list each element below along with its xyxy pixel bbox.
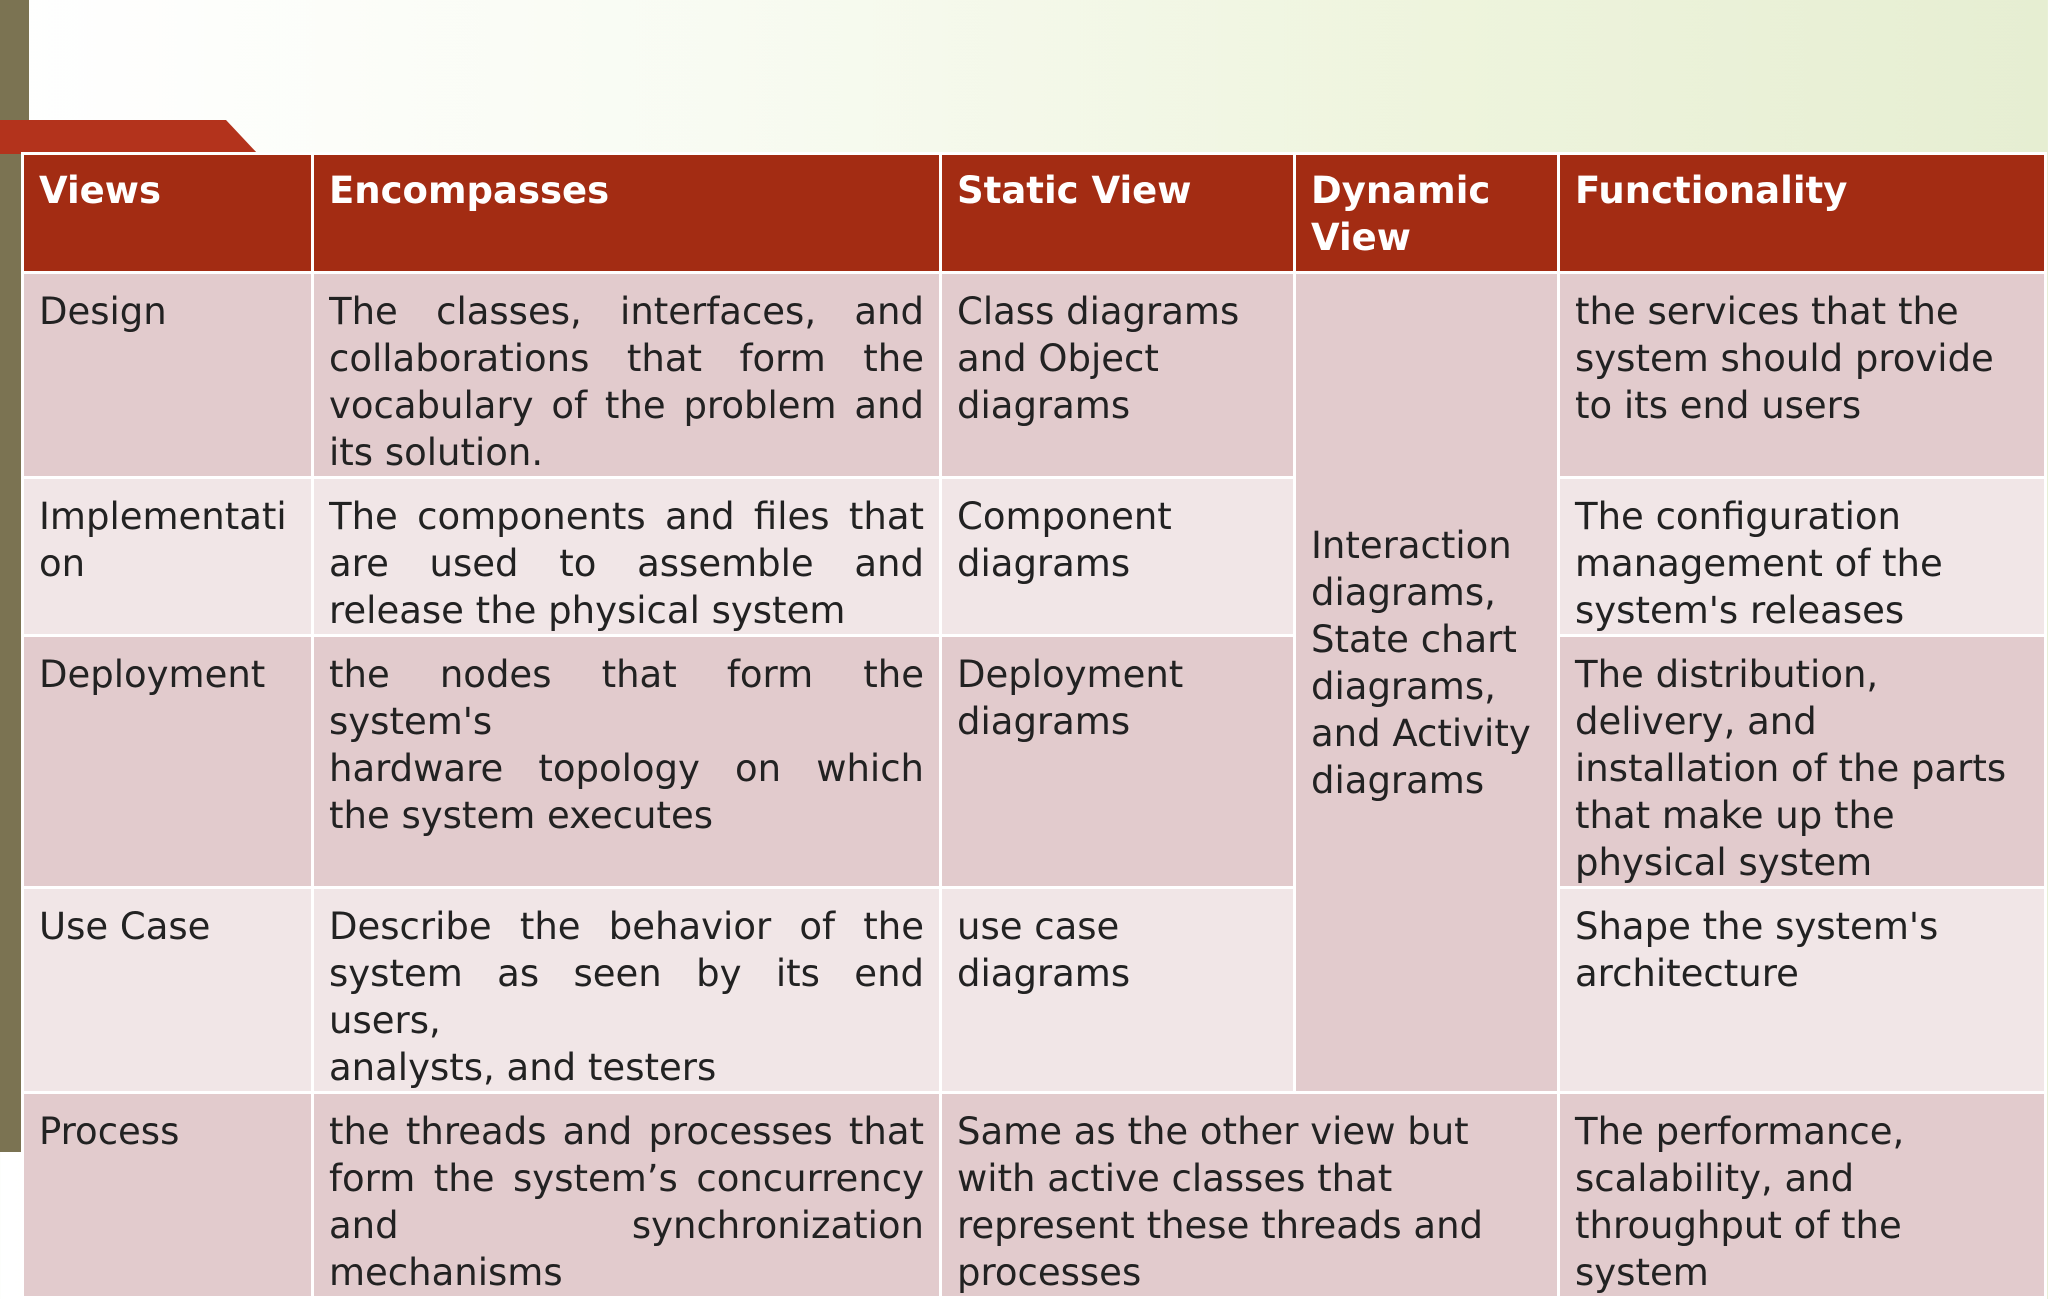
cell-line: Describe the behavior of the	[329, 905, 924, 948]
cell-view: Deployment	[23, 636, 313, 888]
cell-static-view: use case diagrams	[941, 888, 1295, 1093]
header-static-view: Static View	[941, 154, 1295, 273]
header-views: Views	[23, 154, 313, 273]
cell-line: the threads and processes that	[329, 1110, 924, 1153]
cell-line: the nodes that form the system's	[329, 653, 924, 743]
cell-line: are used to assemble and	[329, 542, 924, 585]
cell-static-dynamic-merged: Same as the other view but with active classes that represent these threads and processes	[941, 1093, 1559, 1298]
cell-line: analysts, and testers	[329, 1046, 717, 1089]
cell-view: Use Case	[23, 888, 313, 1093]
cell-functionality: The distribution, delivery, and installation of the parts that make up the physical system	[1559, 636, 2046, 888]
cell-line: form the system’s concurrency	[329, 1157, 924, 1200]
table-row-deployment	[23, 636, 2046, 888]
cell-view: Design	[23, 273, 313, 478]
cell-static-view: Deployment diagrams	[941, 636, 1295, 888]
uml-views-table	[21, 152, 2047, 1299]
cell-line: The classes, interfaces, and	[329, 290, 924, 333]
cell-functionality: the services that the system should provide to its end users	[1559, 273, 2046, 478]
slide-accent-tab	[0, 120, 258, 154]
cell-functionality: Shape the system's architecture	[1559, 888, 2046, 1093]
cell-view: Process	[23, 1093, 313, 1298]
cell-line: release the physical system	[329, 589, 846, 632]
header-functionality: Functionality	[1559, 154, 2046, 273]
cell-static-view: Component diagrams	[941, 478, 1295, 636]
cell-line: and synchronization	[329, 1204, 924, 1247]
cell-dynamic-view-shared: Interaction diagrams, State chart diagrams, and Activity diagrams	[1295, 273, 1559, 1093]
cell-view: Implementation	[23, 478, 313, 636]
table-row-use-case	[23, 888, 2046, 1093]
table-row-process	[23, 1093, 2046, 1298]
cell-encompasses	[313, 478, 941, 636]
cell-static-view: Class diagrams and Object diagrams	[941, 273, 1295, 478]
uml-views-table-container	[21, 152, 2044, 1299]
cell-encompasses	[313, 1093, 941, 1298]
cell-line: hardware topology on which	[329, 747, 924, 790]
cell-line: collaborations that form the	[329, 337, 924, 380]
cell-encompasses	[313, 636, 941, 888]
cell-functionality: The performance, scalability, and throughput of the system	[1559, 1093, 2046, 1298]
cell-functionality: The configuration management of the system's releases	[1559, 478, 2046, 636]
cell-line: mechanisms	[329, 1251, 563, 1294]
cell-line: The components and files that	[329, 495, 924, 538]
table-row-design	[23, 273, 2046, 478]
header-encompasses: Encompasses	[313, 154, 941, 273]
header-dynamic-view: Dynamic View	[1295, 154, 1559, 273]
cell-line: its solution.	[329, 431, 544, 474]
cell-encompasses	[313, 888, 941, 1093]
table-row-implementation	[23, 478, 2046, 636]
cell-line: the system executes	[329, 794, 713, 837]
cell-encompasses	[313, 273, 941, 478]
cell-line: system as seen by its end users,	[329, 952, 924, 1042]
cell-line: vocabulary of the problem and	[329, 384, 924, 427]
header-row	[23, 154, 2046, 273]
